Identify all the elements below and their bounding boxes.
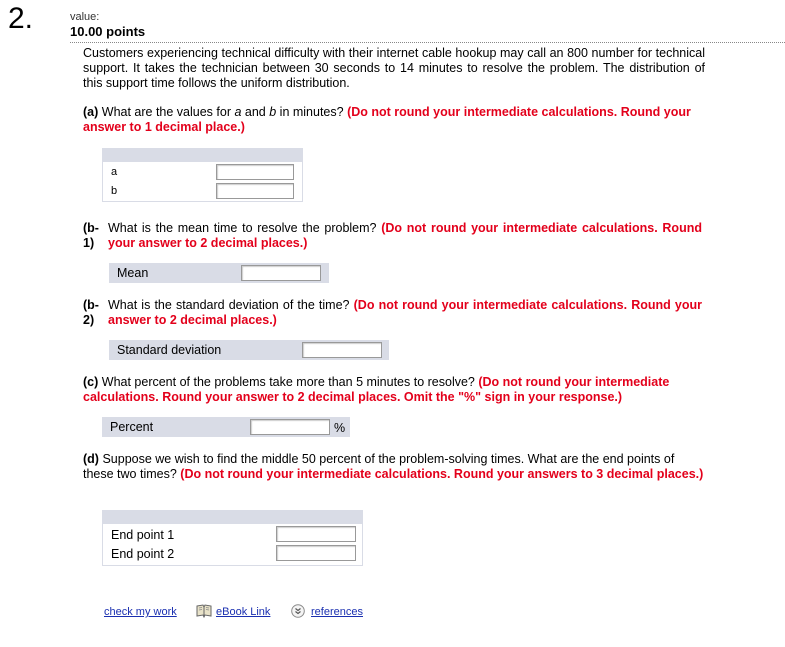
part-a-instruction: (Do not round your intermediate calculations. Round your answer to 1 decimal place.) <box>83 105 691 134</box>
references-expand-icon[interactable] <box>291 604 305 618</box>
part-c-question: (c) What percent of the problems take more than 5 minutes to resolve? (Do not round your intermediate calculations. Round your answer to 2 decimal places. Omit the "%" sign in your response.) <box>83 375 670 404</box>
part-b2-instruction: (Do not round your intermediate calculations. Round your answer to 2 decimal places.) <box>108 298 702 327</box>
percent-input[interactable] <box>250 419 330 435</box>
part-d-table-header <box>102 510 363 524</box>
std-dev-label: Standard deviation <box>117 343 222 357</box>
divider <box>70 42 785 43</box>
std-dev-input[interactable] <box>302 342 382 358</box>
part-b2-label: (b- 2) <box>83 298 99 327</box>
end-point-1-label: End point 1 <box>111 528 175 542</box>
part-a-question: (a) What are the values for a and b in minutes? (Do not round your intermediate calculations. Round your answer to 1 decimal place.) <box>83 105 691 134</box>
end-point-2-input[interactable] <box>276 545 356 561</box>
part-c-instruction: (Do not round your intermediate calculations. Round your answer to 2 decimal places. Omit the "%" sign in your response.) <box>83 375 670 404</box>
row-label-b: b <box>111 185 118 197</box>
references-link[interactable]: references <box>311 606 363 618</box>
end-point-2-label: End point 2 <box>111 547 175 561</box>
part-a-table-header <box>102 148 303 162</box>
part-d-instruction: (Do not round your intermediate calculations. Round your answers to 3 decimal places.) <box>180 467 704 481</box>
check-my-work-link[interactable]: check my work <box>104 606 177 618</box>
row-label-a: a <box>111 166 118 178</box>
value-label: value: <box>70 11 100 23</box>
input-b[interactable] <box>216 183 294 199</box>
ebook-icon <box>196 604 212 618</box>
part-b1-label: (b- 1) <box>83 221 99 250</box>
part-d-label: (d) <box>83 452 99 466</box>
question-number: 2. <box>8 2 34 35</box>
percent-label: Percent <box>110 420 154 434</box>
percent-unit: % <box>334 421 346 435</box>
mean-input[interactable] <box>241 265 321 281</box>
question-intro: Customers experiencing technical difficulty with their internet cable hookup may call an 800 number for technical support. It takes the technician between 30 seconds to 14 minutes to resolve the problem. The distribution of this support time follows the uniform distribution. <box>83 46 705 90</box>
input-a[interactable] <box>216 164 294 180</box>
mean-label: Mean <box>117 266 149 280</box>
part-b1-question: (b- 1) What is the mean time to resolve the problem? (Do not round your intermediate calculations. Round your answer to 2 decimal places.) <box>83 221 702 250</box>
part-d-question: (d) Suppose we wish to find the middle 50 percent of the problem-solving times. What are the end points of these two times? (Do not round your intermediate calculations. Round your answers to 3 decimal places.) <box>83 452 704 481</box>
points-value: 10.00 points <box>70 24 146 39</box>
part-a-label: (a) <box>83 105 99 119</box>
ebook-link[interactable]: eBook Link <box>216 606 271 618</box>
part-b1-instruction: (Do not round your intermediate calculations. Round your answer to 2 decimal places.) <box>108 221 702 250</box>
part-c-label: (c) <box>83 375 99 389</box>
part-b2-question: (b- 2) What is the standard deviation of the time? (Do not round your intermediate calculations. Round your answer to 2 decimal places.) <box>83 298 702 327</box>
end-point-1-input[interactable] <box>276 526 356 542</box>
